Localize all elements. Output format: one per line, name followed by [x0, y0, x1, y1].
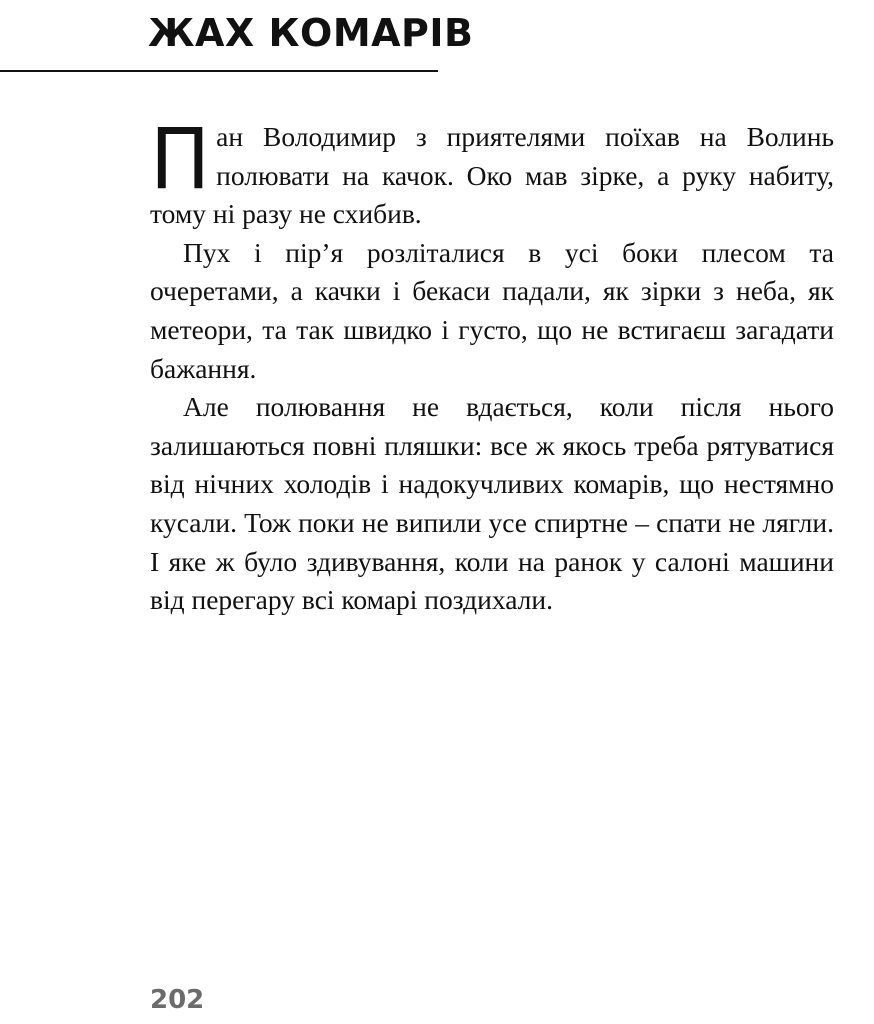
paragraph-2: Пух і пір’я розліталися в усі боки плесом та очеретами, а качки і бекаси падали, як зірки з неба, як метеори, та так швидко і густо, що не встигаєш загадати бажання.: [150, 236, 834, 384]
chapter-title: ЖАХ КОМАРІВ: [148, 11, 474, 55]
title-underline-rule: [0, 70, 438, 72]
paragraph-1-text: ан Володимир з приятелями поїхав на Волинь полювати на качок. Око мав зірке, а руку набиту, тому ні разу не схибив.: [150, 121, 834, 230]
page-number: 202: [150, 985, 205, 1015]
paragraph-1: [150, 110, 834, 234]
story-body: [150, 110, 834, 620]
paragraph-3: Але полювання не вдається, коли після нього залишаються повні пляшки: все ж якось треба рятуватися від нічних холодів і надокучливих комарів, що нестямно кусали. Тож поки не випили усе спиртне – спати не лягли. І яке ж було здивування, коли на ранок у салоні машини від перегару всі комарі поздихали.: [150, 391, 834, 616]
drop-cap-letter: П: [150, 110, 211, 208]
